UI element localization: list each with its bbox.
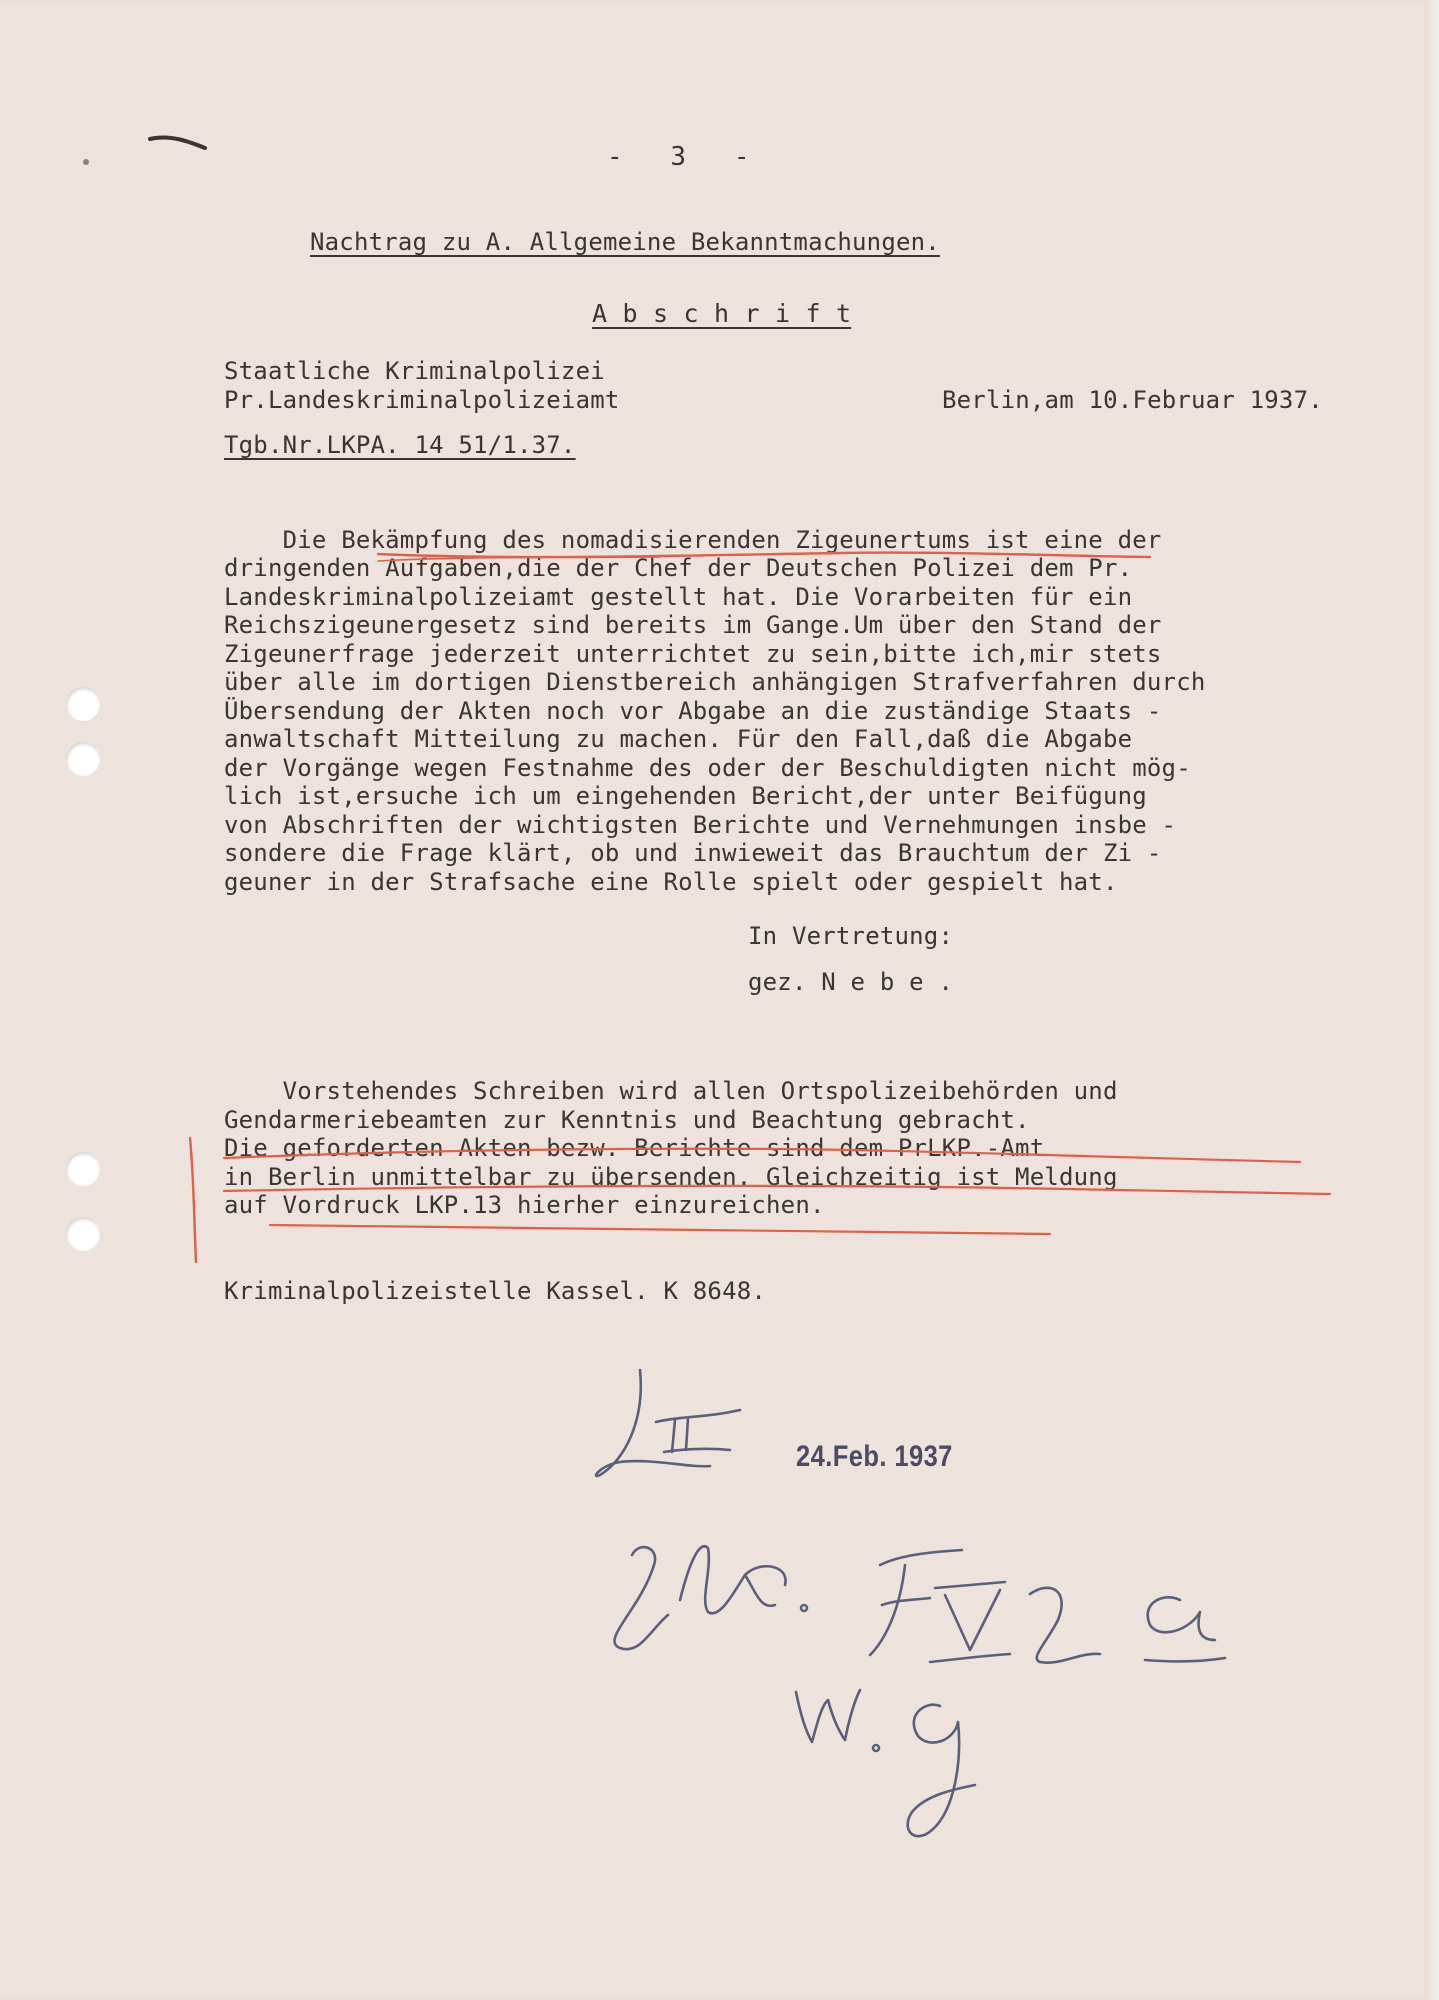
body-line: lich ist,ersuche ich um eingehenden Bericht,der unter Beifügung (224, 782, 1147, 810)
forward-line: in Berlin unmittelbar zu übersenden. Gleichzeitig ist Meldung (224, 1163, 1118, 1191)
handwritten-filing-note (615, 1546, 1225, 1662)
red-underline (270, 1225, 1050, 1234)
handwritten-initials (596, 1370, 740, 1476)
body-line: über alle im dortigen Dienstbereich anhängigen Strafverfahren durch (224, 668, 1206, 696)
body-line: Zigeunerfrage jederzeit unterrichtet zu sein,bitte ich,mir stets (224, 640, 1162, 668)
received-date-stamp: 24.Feb. 1937 (796, 1440, 953, 1473)
red-underline (378, 553, 1150, 558)
forward-line: Die geforderten Akten bezw. Berichte sind dem PrLKP.-Amt (224, 1134, 1045, 1162)
page-number: - 3 - (607, 142, 750, 172)
ink-dot (83, 159, 89, 165)
body-line: anwaltschaft Mitteilung zu machen. Für den Fall,daß die Abgabe (224, 725, 1133, 753)
body-line: Reichszigeunergesetz sind bereits im Gange.Um über den Stand der (224, 611, 1162, 639)
body-line: dringenden Aufgaben,die der Chef der Deutschen Polizei dem Pr. (224, 554, 1133, 582)
handwritten-note-line2 (796, 1690, 975, 1836)
signature-name: gez. N e b e . (748, 968, 954, 996)
pencil-stroke-mark (150, 137, 205, 148)
red-underline (378, 557, 660, 561)
body-line: Übersendung der Akten noch vor Abgabe an die zuständige Staats - (224, 697, 1162, 725)
reference-number: Tgb.Nr.LKPA. 14 51/1.37. (224, 431, 576, 459)
body-line: der Vorgänge wegen Festnahme des oder der Beschuldigten nicht mög- (224, 754, 1191, 782)
red-margin-bracket (190, 1138, 196, 1262)
red-underline (224, 1149, 1300, 1162)
sender-authority: Staatliche Kriminalpolizei (224, 357, 605, 385)
body-line: Die Bekämpfung des nomadisierenden Zigeunertums ist eine der (224, 526, 1162, 554)
body-line: sondere die Frage klärt, ob und inwieweit das Brauchtum der Zi - (224, 839, 1162, 867)
copy-label: A b s c h r i f t (592, 299, 852, 328)
sender-office: Pr.Landeskriminalpolizeiamt (224, 386, 620, 414)
forward-line: Gendarmeriebeamten zur Kenntnis und Beachtung gebracht. (224, 1106, 1030, 1134)
letter-date: Berlin,am 10.Februar 1937. (942, 386, 1323, 414)
body-line: Landeskriminalpolizeiamt gestellt hat. Die Vorarbeiten für ein (224, 583, 1133, 611)
forward-line: Vorstehendes Schreiben wird allen Ortspolizeibehörden und (224, 1077, 1118, 1105)
signature-proxy: In Vertretung: (748, 922, 954, 950)
body-line: von Abschriften der wichtigsten Berichte und Vernehmungen insbe - (224, 811, 1177, 839)
red-underline (224, 1186, 1330, 1194)
forward-line: auf Vordruck LKP.13 hierher einzureichen. (224, 1191, 825, 1219)
section-heading: Nachtrag zu A. Allgemeine Bekanntmachungen. (310, 228, 940, 256)
office-line: Kriminalpolizeistelle Kassel. K 8648. (224, 1277, 767, 1305)
body-line: geuner in der Strafsache eine Rolle spielt oder gespielt hat. (224, 868, 1118, 896)
